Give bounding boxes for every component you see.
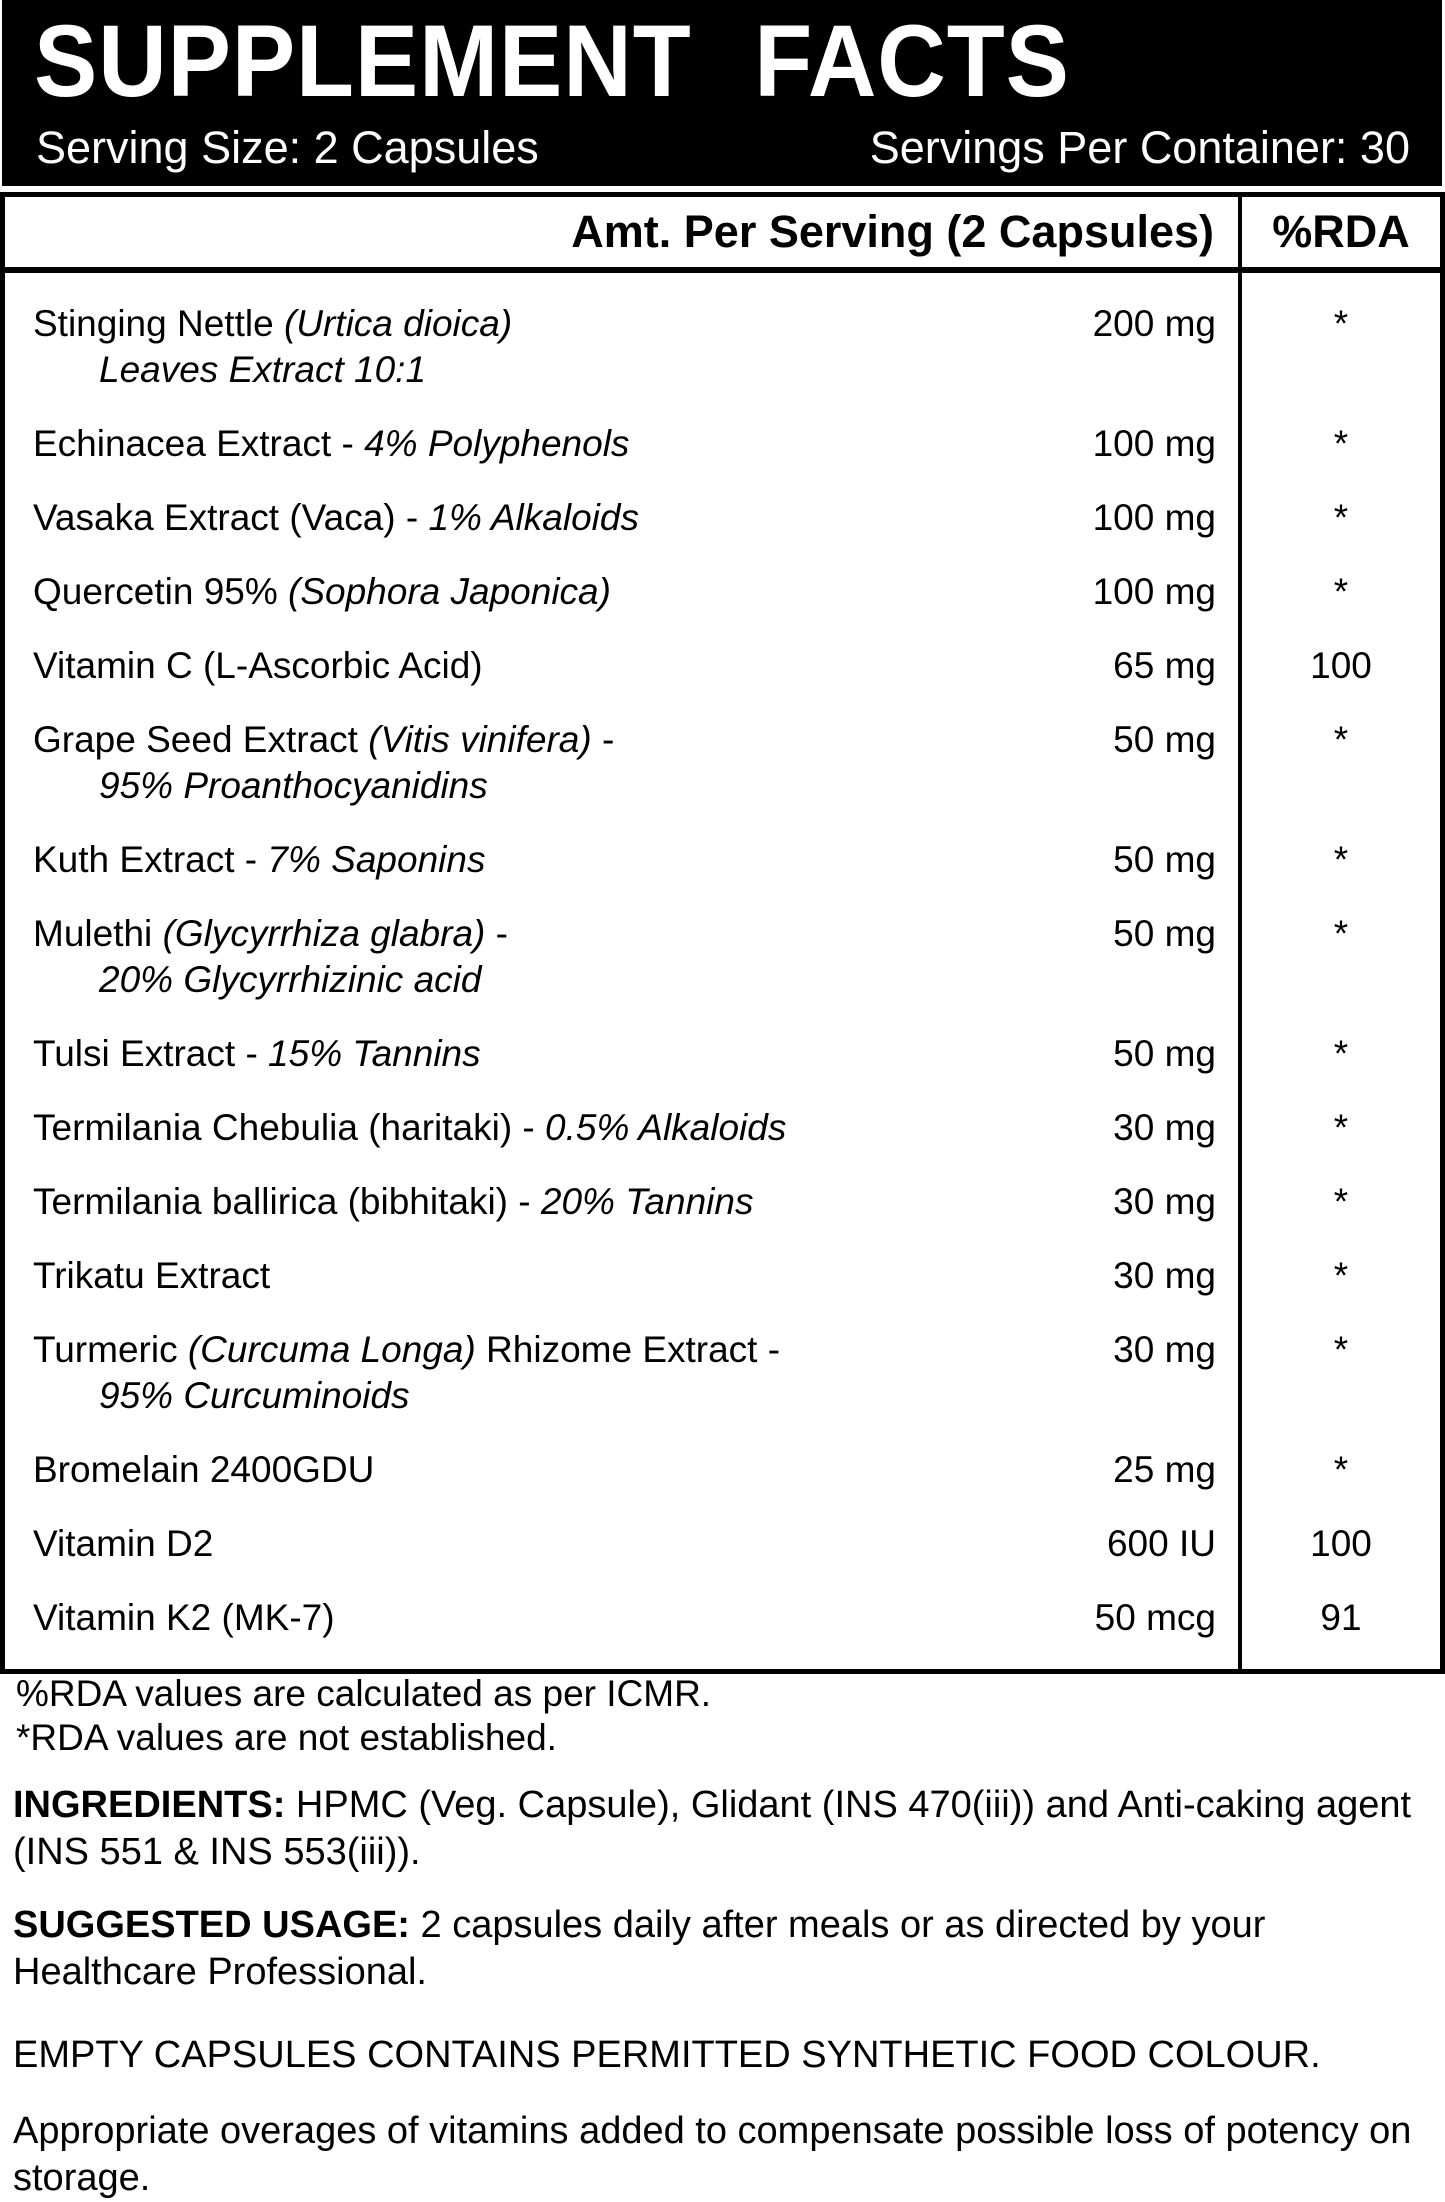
ingredient-amount: 25 mg [1113, 1449, 1216, 1490]
ingredient-amount: 100 mg [1092, 497, 1216, 538]
ingredient-name: Termilania ballirica (bibhitaki) - 20% Tannins [33, 1181, 754, 1222]
ingredient-name: Vasaka Extract (Vaca) - 1% Alkaloids [33, 497, 639, 538]
table-row [5, 421, 1440, 467]
ingredients-paragraph [13, 1782, 1425, 1876]
ingredient-rda: * [1333, 1033, 1349, 1074]
label-header [2, 0, 1442, 186]
ingredient-rda: * [1333, 571, 1349, 612]
table-row [5, 643, 1440, 689]
ingredients-text: HPMC (Veg. Capsule), Glidant (INS 470(iii)) and Anti-caking agent (INS 551 & INS 553(iii)). [13, 1784, 1412, 1873]
ingredient-name: Echinacea Extract - 4% Polyphenols [33, 423, 630, 464]
ingredient-rda: 100 [1310, 645, 1372, 686]
column-header-amount: Amt. Per Serving (2 Capsules) [571, 206, 1214, 257]
ingredients-label: INGREDIENTS: [13, 1784, 286, 1826]
ingredient-name: Bromelain 2400GDU [33, 1449, 375, 1490]
table-row [5, 837, 1440, 883]
ingredient-rda: * [1333, 1329, 1349, 1370]
ingredient-amount: 50 mg [1113, 719, 1216, 760]
table-row [5, 1521, 1440, 1567]
ingredient-name: Vitamin K2 (MK-7) [33, 1597, 335, 1638]
ingredient-amount: 100 mg [1092, 423, 1216, 464]
table-row [5, 1105, 1440, 1151]
column-header-rda: %RDA [1272, 206, 1410, 257]
ingredient-name: Kuth Extract - 7% Saponins [33, 839, 486, 880]
ingredient-amount: 65 mg [1113, 645, 1216, 686]
ingredient-name: Vitamin C (L-Ascorbic Acid) [33, 645, 483, 686]
ingredient-amount: 50 mg [1113, 913, 1216, 954]
table-body [5, 301, 1440, 1669]
table-row [5, 911, 1440, 1003]
ingredient-amount: 30 mg [1113, 1107, 1216, 1148]
suggested-usage-paragraph [13, 1902, 1425, 1996]
ingredient-rda: * [1333, 839, 1349, 880]
ingredient-name: Turmeric (Curcuma Longa) Rhizome Extract - 95% Curcuminoids [33, 1329, 781, 1416]
table-row [5, 495, 1440, 541]
label-title: SUPPLEMENT FACTS [34, 4, 1070, 118]
table-row [5, 301, 1440, 393]
ingredient-rda: * [1333, 303, 1349, 344]
suggested-usage-text: 2 capsules daily after meals or as directed by your Healthcare Professional. [13, 1904, 1266, 1993]
ingredient-amount: 100 mg [1092, 571, 1216, 612]
suggested-usage-label: SUGGESTED USAGE: [13, 1904, 410, 1946]
serving-info-row [36, 123, 1410, 173]
ingredient-amount: 600 IU [1106, 1523, 1216, 1564]
table-header-row [5, 197, 1440, 273]
rda-column-divider [1238, 197, 1242, 1669]
ingredient-name: Tulsi Extract - 15% Tannins [33, 1033, 481, 1074]
ingredient-rda: * [1333, 497, 1349, 538]
ingredient-rda: * [1333, 719, 1349, 760]
table-row [5, 1327, 1440, 1419]
ingredient-amount: 50 mcg [1094, 1597, 1216, 1638]
ingredient-name: Stinging Nettle (Urtica dioica) Leaves Extract 10:1 [33, 303, 513, 390]
ingredient-name: Quercetin 95% (Sophora Japonica) [33, 571, 611, 612]
ingredient-name: Termilania Chebulia (haritaki) - 0.5% Alkaloids [33, 1107, 787, 1148]
footnote-rda-calculated: %RDA values are calculated as per ICMR. [16, 1673, 712, 1714]
ingredient-rda: 100 [1310, 1523, 1372, 1564]
ingredient-name: Mulethi (Glycyrrhiza glabra) - 20% Glycyrrhizinic acid [33, 913, 508, 1000]
ingredient-amount: 50 mg [1113, 839, 1216, 880]
serving-size: Serving Size: 2 Capsules [36, 121, 539, 173]
ingredient-name: Trikatu Extract [33, 1255, 271, 1296]
ingredient-rda: 91 [1320, 1597, 1362, 1638]
ingredient-rda: * [1333, 423, 1349, 464]
footnote-rda-not-established: *RDA values are not established. [16, 1717, 557, 1758]
table-row [5, 569, 1440, 615]
ingredient-rda: * [1333, 1107, 1349, 1148]
table-row [5, 1595, 1440, 1641]
ingredient-amount: 30 mg [1113, 1181, 1216, 1222]
ingredient-amount: 30 mg [1113, 1329, 1216, 1370]
footnotes [16, 1672, 1425, 1760]
ingredient-name: Grape Seed Extract (Vitis vinifera) - 95% Proanthocyanidins [33, 719, 615, 806]
ingredient-amount: 30 mg [1113, 1255, 1216, 1296]
facts-table [0, 192, 1445, 1674]
table-row [5, 1253, 1440, 1299]
table-row [5, 717, 1440, 809]
table-row [5, 1447, 1440, 1493]
ingredient-rda: * [1333, 1181, 1349, 1222]
ingredient-amount: 200 mg [1092, 303, 1216, 344]
ingredient-rda: * [1333, 913, 1349, 954]
ingredient-name: Vitamin D2 [33, 1523, 214, 1564]
ingredient-rda: * [1333, 1449, 1349, 1490]
ingredient-amount: 50 mg [1113, 1033, 1216, 1074]
servings-per-container: Servings Per Container: 30 [869, 121, 1410, 173]
ingredient-rda: * [1333, 1255, 1349, 1296]
empty-capsules-note: EMPTY CAPSULES CONTAINS PERMITTED SYNTHETIC FOOD COLOUR. [13, 2034, 1321, 2076]
table-row [5, 1031, 1440, 1077]
table-row [5, 1179, 1440, 1225]
overages-note: Appropriate overages of vitamins added to compensate possible loss of potency on storage. [13, 2110, 1412, 2199]
